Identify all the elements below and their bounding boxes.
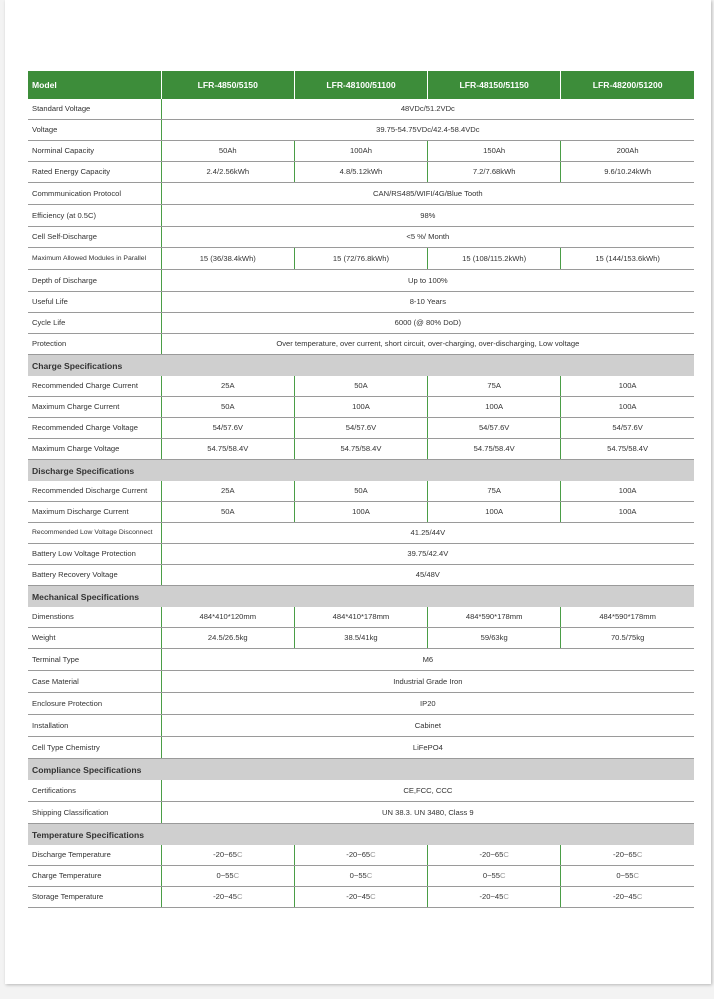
row-label: Efficiency (at 0.5C) bbox=[28, 205, 161, 227]
row-value: UN 38.3. UN 3480, Class 9 bbox=[161, 802, 694, 824]
row-value: 59/63kg bbox=[428, 628, 561, 649]
row-label: Dimenstions bbox=[28, 607, 161, 628]
table-row bbox=[28, 334, 694, 355]
table-row bbox=[28, 715, 694, 737]
row-value: Up to 100% bbox=[161, 270, 694, 292]
row-label: Cell Self-Discharge bbox=[28, 227, 161, 248]
row-value: Cabinet bbox=[161, 715, 694, 737]
section-title: Mechanical Specifications bbox=[28, 586, 694, 608]
row-value bbox=[294, 866, 427, 887]
section-header-discharge bbox=[28, 460, 694, 482]
row-value: Over temperature, over current, short circuit, over-charging, over-discharging, Low voltage bbox=[161, 334, 694, 355]
row-value: 2.4/2.56kWh bbox=[161, 162, 294, 183]
table-row bbox=[28, 248, 694, 270]
header-model-label: Model bbox=[28, 71, 161, 99]
temp-range: 0~55 bbox=[216, 871, 234, 880]
temp-range: -20~45 bbox=[213, 892, 237, 901]
table-header-row bbox=[28, 71, 694, 99]
section-title: Discharge Specifications bbox=[28, 460, 694, 482]
row-value bbox=[561, 866, 694, 887]
row-label: Certifications bbox=[28, 780, 161, 802]
row-label: Useful Life bbox=[28, 292, 161, 313]
row-label: Maximum Charge Current bbox=[28, 397, 161, 418]
table-row bbox=[28, 671, 694, 693]
row-value: 6000 (@ 80% DoD) bbox=[161, 313, 694, 334]
row-value: 4.8/5.12kWh bbox=[294, 162, 427, 183]
row-label: Weight bbox=[28, 628, 161, 649]
row-value: 54.75/58.4V bbox=[294, 439, 427, 460]
section-title: Compliance Specifications bbox=[28, 759, 694, 781]
row-value: 98% bbox=[161, 205, 694, 227]
row-label: Maximum Charge Voltage bbox=[28, 439, 161, 460]
header-model-1: LFR-4850/5150 bbox=[161, 71, 294, 99]
celsius-unit: C bbox=[370, 850, 376, 859]
table-row bbox=[28, 481, 694, 502]
header-model-4: LFR-48200/51200 bbox=[561, 71, 694, 99]
row-value bbox=[294, 887, 427, 908]
table-row bbox=[28, 649, 694, 671]
row-value: 100A bbox=[561, 481, 694, 502]
row-value: 54/57.6V bbox=[294, 418, 427, 439]
row-label: Maximum Allowed Modules in Parallel bbox=[28, 248, 161, 270]
table-row bbox=[28, 502, 694, 523]
row-label: Discharge Temperature bbox=[28, 845, 161, 866]
section-header-mechanical bbox=[28, 586, 694, 608]
row-value: 50A bbox=[294, 376, 427, 397]
row-value bbox=[428, 887, 561, 908]
row-label: Norminal Capacity bbox=[28, 141, 161, 162]
row-label: Commmunication Protocol bbox=[28, 183, 161, 205]
table-row bbox=[28, 544, 694, 565]
table-row bbox=[28, 802, 694, 824]
row-value: M6 bbox=[161, 649, 694, 671]
row-label: Storage Temperature bbox=[28, 887, 161, 908]
section-title: Temperature Specifications bbox=[28, 824, 694, 846]
row-value: 54/57.6V bbox=[161, 418, 294, 439]
row-label: Recommended Charge Current bbox=[28, 376, 161, 397]
row-value: 150Ah bbox=[428, 141, 561, 162]
row-value: 48VDc/51.2VDc bbox=[161, 99, 694, 120]
row-value: IP20 bbox=[161, 693, 694, 715]
row-value: 24.5/26.5kg bbox=[161, 628, 294, 649]
row-value: 54.75/58.4V bbox=[161, 439, 294, 460]
row-value bbox=[161, 866, 294, 887]
row-value: 25A bbox=[161, 481, 294, 502]
row-value: 100A bbox=[561, 502, 694, 523]
temp-range: -20~65 bbox=[213, 850, 237, 859]
temp-range: 0~55 bbox=[616, 871, 634, 880]
table-row bbox=[28, 845, 694, 866]
celsius-unit: C bbox=[503, 850, 509, 859]
temp-range: 0~55 bbox=[349, 871, 367, 880]
row-value: 41.25/44V bbox=[161, 523, 694, 544]
row-value: 15 (36/38.4kWh) bbox=[161, 248, 294, 270]
row-value: CAN/RS485/WIFI/4G/Blue Tooth bbox=[161, 183, 694, 205]
row-value: 100A bbox=[294, 502, 427, 523]
row-value bbox=[428, 845, 561, 866]
section-header-temperature bbox=[28, 824, 694, 846]
row-value: 54/57.6V bbox=[561, 418, 694, 439]
temp-range: -20~65 bbox=[479, 850, 504, 859]
temp-range: -20~65 bbox=[346, 850, 371, 859]
row-value: 100A bbox=[428, 502, 561, 523]
section-header-charge bbox=[28, 355, 694, 377]
row-value: 100A bbox=[294, 397, 427, 418]
row-value: 8-10 Years bbox=[161, 292, 694, 313]
table-row bbox=[28, 418, 694, 439]
table-row bbox=[28, 887, 694, 908]
table-row bbox=[28, 397, 694, 418]
row-value bbox=[161, 845, 294, 866]
table-row bbox=[28, 270, 694, 292]
row-label: Case Material bbox=[28, 671, 161, 693]
table-row bbox=[28, 99, 694, 120]
row-value: 15 (72/76.8kWh) bbox=[294, 248, 427, 270]
row-value: LiFePO4 bbox=[161, 737, 694, 759]
row-value: 50A bbox=[294, 481, 427, 502]
row-label: Rated Energy Capacity bbox=[28, 162, 161, 183]
table-row bbox=[28, 120, 694, 141]
section-title: Charge Specifications bbox=[28, 355, 694, 377]
row-value bbox=[294, 845, 427, 866]
row-value: 39.75-54.75VDc/42.4-58.4VDc bbox=[161, 120, 694, 141]
celsius-unit: C bbox=[636, 850, 643, 859]
celsius-unit: C bbox=[236, 850, 243, 859]
row-value: 100A bbox=[561, 397, 694, 418]
row-value: 54/57.6V bbox=[428, 418, 561, 439]
table-row bbox=[28, 227, 694, 248]
row-value bbox=[161, 887, 294, 908]
row-label: Recommended Discharge Current bbox=[28, 481, 161, 502]
celsius-unit: C bbox=[633, 871, 639, 880]
temp-range: -20~45 bbox=[346, 892, 371, 901]
celsius-unit: C bbox=[499, 871, 506, 880]
table-row bbox=[28, 628, 694, 649]
row-value: 50A bbox=[161, 502, 294, 523]
temp-range: -20~45 bbox=[612, 892, 637, 901]
row-label: Battery Low Voltage Protection bbox=[28, 544, 161, 565]
row-label: Voltage bbox=[28, 120, 161, 141]
table-row bbox=[28, 693, 694, 715]
row-value: 25A bbox=[161, 376, 294, 397]
row-value: CE,FCC, CCC bbox=[161, 780, 694, 802]
row-value: 75A bbox=[428, 376, 561, 397]
table-row bbox=[28, 607, 694, 628]
table-row bbox=[28, 376, 694, 397]
row-label: Terminal Type bbox=[28, 649, 161, 671]
section-header-compliance bbox=[28, 759, 694, 781]
celsius-unit: C bbox=[233, 871, 240, 880]
temp-range: -20~45 bbox=[479, 892, 504, 901]
row-value: 100A bbox=[561, 376, 694, 397]
row-label: Enclosure Protection bbox=[28, 693, 161, 715]
table-row bbox=[28, 737, 694, 759]
table-row bbox=[28, 141, 694, 162]
row-value: 15 (144/153.6kWh) bbox=[561, 248, 694, 270]
celsius-unit: C bbox=[236, 892, 243, 901]
spec-table bbox=[28, 71, 694, 908]
header-model-2: LFR-48100/51100 bbox=[294, 71, 427, 99]
row-value: 15 (108/115.2kWh) bbox=[428, 248, 561, 270]
row-value: 484*410*178mm bbox=[294, 607, 427, 628]
celsius-unit: C bbox=[636, 892, 643, 901]
celsius-unit: C bbox=[370, 892, 376, 901]
table-row bbox=[28, 565, 694, 586]
row-label: Depth of Discharge bbox=[28, 270, 161, 292]
row-value bbox=[561, 887, 694, 908]
row-label: Battery Recovery Voltage bbox=[28, 565, 161, 586]
row-value bbox=[428, 866, 561, 887]
row-value: 39.75/42.4V bbox=[161, 544, 694, 565]
row-value: 9.6/10.24kWh bbox=[561, 162, 694, 183]
temp-range: -20~65 bbox=[612, 850, 637, 859]
row-value: 54.75/58.4V bbox=[428, 439, 561, 460]
row-label: Charge Temperature bbox=[28, 866, 161, 887]
row-label: Installation bbox=[28, 715, 161, 737]
row-value: 484*590*178mm bbox=[561, 607, 694, 628]
table-row bbox=[28, 523, 694, 544]
table-row bbox=[28, 183, 694, 205]
row-label: Cycle Life bbox=[28, 313, 161, 334]
table-row bbox=[28, 162, 694, 183]
row-value: <5 %/ Month bbox=[161, 227, 694, 248]
row-value: 45/48V bbox=[161, 565, 694, 586]
row-value: 7.2/7.68kWh bbox=[428, 162, 561, 183]
row-label: Shipping Classification bbox=[28, 802, 161, 824]
row-value: 38.5/41kg bbox=[294, 628, 427, 649]
celsius-unit: C bbox=[366, 871, 373, 880]
celsius-unit: C bbox=[503, 892, 509, 901]
table-row bbox=[28, 780, 694, 802]
row-value: 100Ah bbox=[294, 141, 427, 162]
row-value: 70.5/75kg bbox=[561, 628, 694, 649]
row-value: 484*410*120mm bbox=[161, 607, 294, 628]
table-row bbox=[28, 205, 694, 227]
row-label: Standard Voltage bbox=[28, 99, 161, 120]
row-value: 484*590*178mm bbox=[428, 607, 561, 628]
row-value: Industrial Grade Iron bbox=[161, 671, 694, 693]
temp-range: 0~55 bbox=[482, 871, 500, 880]
table-row bbox=[28, 313, 694, 334]
row-value: 54.75/58.4V bbox=[561, 439, 694, 460]
table-row bbox=[28, 866, 694, 887]
row-value: 100A bbox=[428, 397, 561, 418]
row-value: 50Ah bbox=[161, 141, 294, 162]
row-label: Cell Type Chemistry bbox=[28, 737, 161, 759]
row-label: Maximum Discharge Current bbox=[28, 502, 161, 523]
row-value: 50A bbox=[161, 397, 294, 418]
table-row bbox=[28, 292, 694, 313]
header-model-3: LFR-48150/51150 bbox=[428, 71, 561, 99]
row-value: 200Ah bbox=[561, 141, 694, 162]
spec-sheet-page bbox=[5, 0, 711, 984]
row-label: Recommended Charge Voltage bbox=[28, 418, 161, 439]
row-label: Recommended Low Voltage Disconnect bbox=[28, 523, 161, 544]
row-value bbox=[561, 845, 694, 866]
row-value: 75A bbox=[428, 481, 561, 502]
table-row bbox=[28, 439, 694, 460]
row-label: Protection bbox=[28, 334, 161, 355]
